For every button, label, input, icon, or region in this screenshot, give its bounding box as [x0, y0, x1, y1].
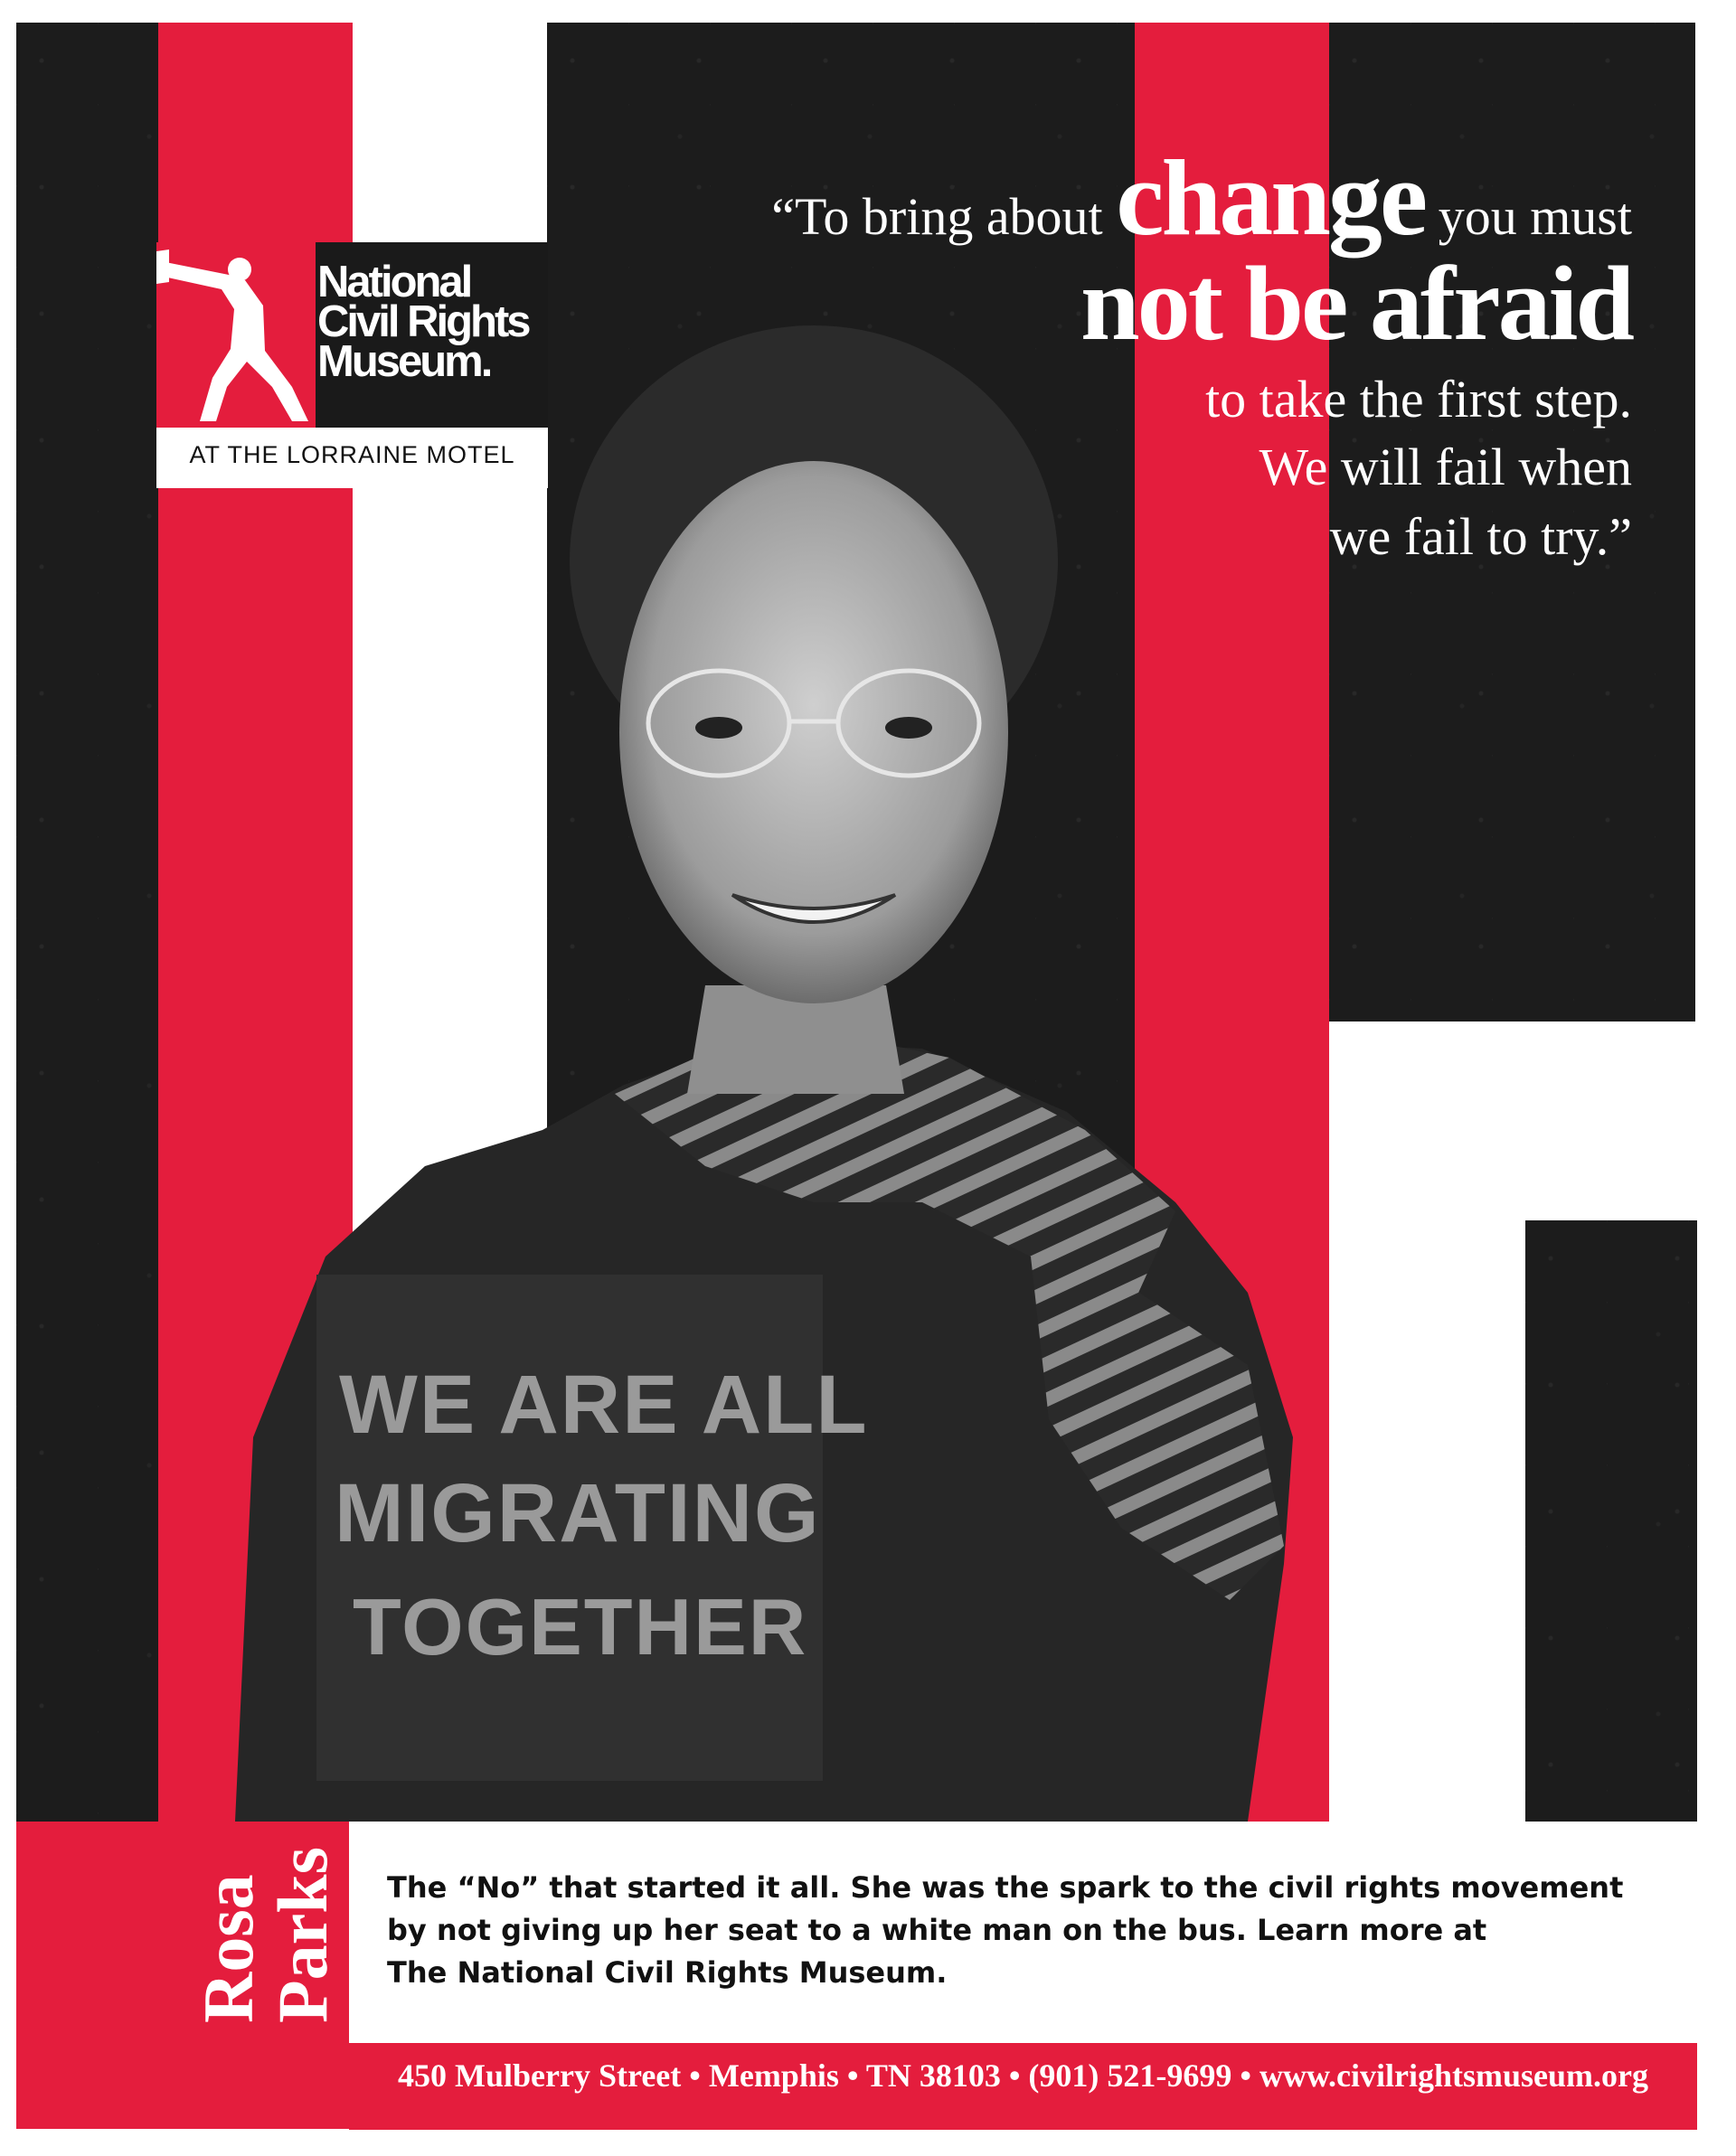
- logo-name-line-1: National: [317, 258, 471, 306]
- quote-emphasis-change: change: [1116, 137, 1426, 258]
- quote-line-1-post: you must: [1425, 187, 1632, 246]
- person-first-name: Rosa: [189, 1874, 268, 2023]
- footer-contact: 450 Mulberry Street • Memphis • TN 38103 • (901) 521-9699 • www.civilrightsmuseum.org: [398, 2057, 1648, 2094]
- logo-name-line-3: Museum.: [317, 337, 491, 386]
- quote-line-4: We will fail when: [1259, 438, 1632, 496]
- logo-name-line-2: Civil Rights: [317, 297, 529, 346]
- logo-tagline: AT THE LORRAINE MOTEL: [189, 441, 515, 468]
- background-dark-panel-left: [16, 23, 158, 1822]
- sign-text-line-2: MIGRATING: [335, 1467, 821, 1559]
- person-name: [189, 1815, 373, 2023]
- background-dark-panel-right-bottom: [1525, 1220, 1697, 1822]
- sign-text-line-1: WE ARE ALL: [339, 1359, 869, 1451]
- description-blurb: [387, 1867, 1671, 1994]
- quote-line-2: not be afraid: [1080, 244, 1632, 362]
- blurb-line-1: The “No” that started it all. She was the spark to the civil rights movement: [387, 1870, 1624, 1905]
- person-last-name: Parks: [263, 1847, 342, 2023]
- quote-line-1-pre: “To bring about: [771, 187, 1117, 246]
- sign-text-line-3: TOGETHER: [353, 1582, 808, 1671]
- blurb-line-2: by not giving up her seat to a white man on the bus. Learn more at: [387, 1913, 1487, 1947]
- quote-line-5: we fail to try.”: [1329, 507, 1632, 566]
- quote-line-3: to take the first step.: [1205, 370, 1632, 428]
- blurb-line-3: The National Civil Rights Museum.: [387, 1955, 948, 1990]
- portrait-collage: [235, 298, 1483, 1822]
